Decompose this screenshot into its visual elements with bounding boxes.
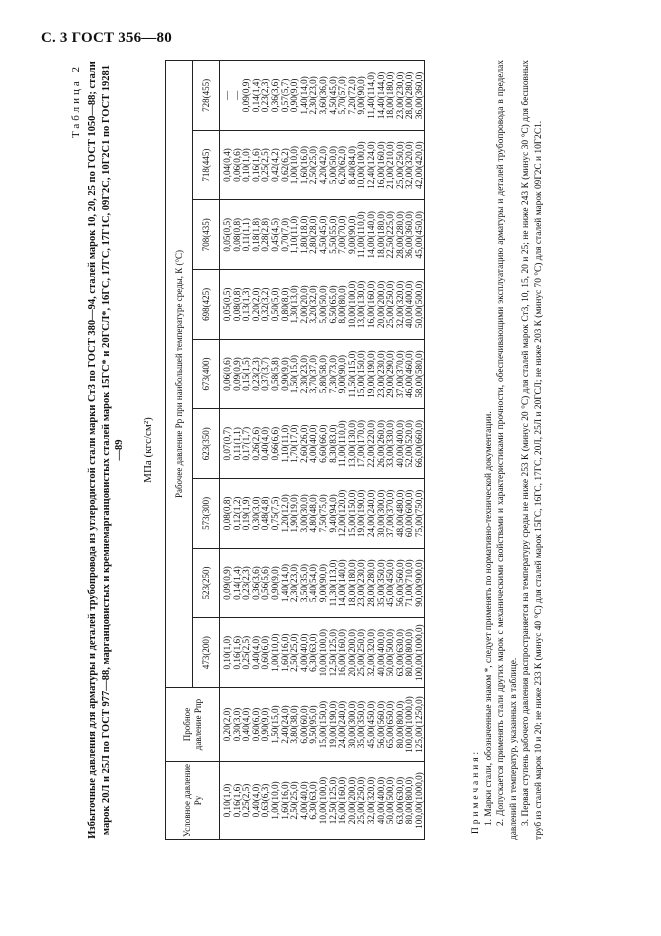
col-conditional-header: Условное давление Pу [166, 762, 220, 840]
notes-heading: Примечания: [471, 748, 481, 834]
working-pressure-cell: 0,08(0,8) 0,12(1,2) 0,19(1,9) 0,30(3,0) 0,48(4,8) 0,75(7,5) 1,20(12,0) 1,90(19,0) 3,00(30,0) 4,80(48,0) 7,50(75,0) 9,40(94,0) 12,00(120,0) 15,00(150,0) 19,00(190,0) 24,00(240,0) 30,00(300,0) 37,00(370,0) 48,00(480,0) 60,00(600,0) 75,00(750,0) [220, 479, 425, 549]
working-pressure-cell: 0,05(0,5) 0,08(0,8) 0,13(1,3) 0,20(2,0) 0,32(3,2) 0,50(5,0) 0,80(8,0) 1,30(13,0) 2,00(20,0) 3,20(32,0) 5,00(50,0) 6,50(65,0) 8,00(80,0) 10,00(100,0) 13,00(130,0) 16,00(160,0) 20,00(200,0) 25,00(250,0) 32,00(320,0) 40,00(400,0) 50,00(500,0) [220, 270, 425, 340]
header-row-1 [166, 61, 193, 840]
working-pressure-cell: 0,05(0,5) 0,08(0,8) 0,11(1,1) 0,18(1,8) 0,28(2,8) 0,45(4,5) 0,70(7,0) 1,10(11,0) 1,80(18,0) 2,80(28,0) 4,50(45,0) 5,50(55,0) 7,00(70,0) 9,00(90,0) 11,00(110,0) 14,00(140,0) 18,00(180,0) 22,50(225,0) 28,00(280,0) 36,00(360,0) 45,00(450,0) [220, 200, 425, 270]
working-pressure-cell: 0,10(1,0) 0,16(1,6) 0,25(2,5) 0,40(4,0) 0,60(6,0) 1,00(10,0) 1,60(16,0) 2,50(25,0) 4,00(40,0) 6,30(63,0) 10,00(100,0) 12,50(125,0) 16,00(160,0) 20,00(200,0) 25,00(250,0) 32,00(320,0) 40,00(400,0) 50,00(500,0) 63,00(630,0) 80,00(800,0) 100,00(1000,0) [220, 618, 425, 688]
temp-header: 708(435) [193, 200, 220, 270]
table-number: Таблица 2 [70, 64, 82, 139]
col-test-header: Пробное давление Pпр [166, 688, 220, 762]
temp-header: 623(350) [193, 409, 220, 479]
note-item: 2. Допускается применять стали других марок с механическими свойствами и характеристиками прочности, обеспечивающими эксплуатацию арматуры и деталей трубопровода в пределах давлений и температур, указанных в таблице. [496, 60, 519, 840]
table-body-row [220, 61, 425, 840]
note-item: 1. Марки стали, обозначенные знаком *, следует применять по нормативно-технической документации. [483, 411, 494, 826]
notes [470, 60, 545, 840]
temp-header: 473(200) [193, 618, 220, 688]
conditional-pressure-cell: 0,10(1,0) 0,16(1,6) 0,25(2,5) 0,40(4,0) 0,63(6,3) 1,00(10,0) 1,60(16,0) 2,50(25,0) 4,00(40,0) 6,30(63,0) 10,00(100,0) 12,50(125,0) 16,00(160,0) 20,00(200,0) 25,00(250,0) 32,00(320,0) 40,00(400,0) 50,00(500,0) 63,00(630,0) 80,00(800,0) 100,00(1000,0) [220, 762, 425, 840]
rotated-table-block [70, 60, 645, 840]
working-pressure-cell: 0,09(0,9) 0,14(1,4) 0,23(2,3) 0,36(3,6) 0,56(5,6) 0,90(9,0) 1,40(14,0) 2,30(23,0) 3,50(35,0) 5,40(54,0) 9,00(90,0) 11,30(113,0) 14,00(140,0) 18,00(180,0) 23,00(230,0) 28,00(280,0) 35,00(350,0) 45,00(450,0) 56,00(560,0) 71,00(710,0) 90,00(900,0) [220, 548, 425, 618]
col-working-group-header: Рабочее давление Pр при наибольшей температуре среды, К (°С) [166, 61, 193, 688]
pressure-table [165, 60, 425, 840]
temp-header: 698(425) [193, 270, 220, 340]
temp-header: 573(300) [193, 479, 220, 549]
table-title: Избыточные давления для арматуры и деталей трубопровода из углеродистой стали марки Ст3 по ГОСТ 380—94, сталей марок 10, 20, 25 по ГОСТ 1050—88; стали марок 20Л и 25Л по ГОСТ 977—88, марганцовистых и кремнемарганцовистых сталей марок 15ГС* и 20ГСЛ*, 16ГС, 17ГС, 17Г1С, 09Г2С, 10Г2С1 по ГОСТ 19281—89 [87, 61, 125, 839]
units-label: МПа (кгс/см²) [142, 417, 154, 483]
page-header: С. 3 ГОСТ 356—80 [41, 30, 172, 46]
note-item: 3. Первая ступень рабочего давления распространяется на температуру среды не ниже 253 К (минус 20 °С) для сталей марок Ст3, 10, 15, 20 и 25; не ниже 243 К (минус 30 °С) для бесшовных труб из сталей марок 10 и 20; не ниже 233 К (минус 40 °С) для сталей марок 15ГС, 16ГС, 17ГС, 20Л, 25Л и 20ГСЛ; не ниже 203 К (минус 70 °С) для сталей марок 09Г2С и 10Г2С1. [521, 60, 544, 840]
working-pressure-cell: — — 0,09(0,9) 0,14(1,4) 0,23(2,3) 0,36(3,6) 0,57(5,7) 0,90(9,0) 1,40(14,0) 2,30(23,0) 3,60(36,0) 4,50(45,0) 5,70(57,0) 7,20(72,0) 9,00(90,0) 11,40(114,0) 14,40(144,0) 18,00(180,0) 23,00(230,0) 28,00(280,0) 36,00(360,0) [220, 61, 425, 131]
temp-header: 673(400) [193, 339, 220, 409]
temp-header: 523(250) [193, 548, 220, 618]
test-pressure-cell: 0,20(2,0) 0,30(3,0) 0,40(4,0) 0,60(6,0) 0,90(9,0) 1,50(15,0) 2,40(24,0) 3,80(38,0) 6,00(60,0) 9,50(95,0) 15,00(150,0) 19,00(190,0) 24,00(240,0) 30,00(300,0) 35,00(350,0) 45,00(450,0) 56,00(560,0) 65,00(650,0) 80,00(800,0) 100,00(1000,0) 125,00(1250,0) [220, 688, 425, 762]
temp-header: 718(445) [193, 130, 220, 200]
temp-header: 728(455) [193, 61, 220, 131]
working-pressure-cell: 0,07(0,7) 0,11(1,1) 0,17(1,7) 0,26(2,6) 0,40(4,0) 0,66(6,6) 1,10(11,0) 1,70(17,0) 2,60(26,0) 4,00(40,0) 6,60(66,0) 8,30(83,0) 11,00(110,0) 13,00(130,0) 17,00(170,0) 22,00(220,0) 26,00(260,0) 33,00(330,0) 40,00(400,0) 52,00(520,0) 66,00(660,0) [220, 409, 425, 479]
working-pressure-cell: 0,06(0,6) 0,09(0,9) 0,15(1,5) 0,23(2,3) 0,37(3,7) 0,58(5,8) 0,90(9,0) 1,50(15,0) 2,30(23,0) 3,70(37,0) 5,80(58,0) 7,30(73,0) 9,00(90,0) 11,50(115,0) 15,00(150,0) 19,00(190,0) 23,00(230,0) 29,00(290,0) 37,00(370,0) 46,00(460,0) 58,00(580,0) [220, 339, 425, 409]
working-pressure-cell: 0,04(0,4) 0,06(0,6) 0,10(1,0) 0,16(1,6) 0,25(2,5) 0,42(4,2) 0,62(6,2) 1,00(10,0) 1,60(16,0) 2,50(25,0) 4,20(42,0) 5,00(50,0) 6,20(62,0) 8,40(84,0) 10,00(100,0) 12,40(124,0) 16,00(160,0) 21,00(210,0) 25,00(250,0) 32,00(320,0) 42,00(420,0) [220, 130, 425, 200]
